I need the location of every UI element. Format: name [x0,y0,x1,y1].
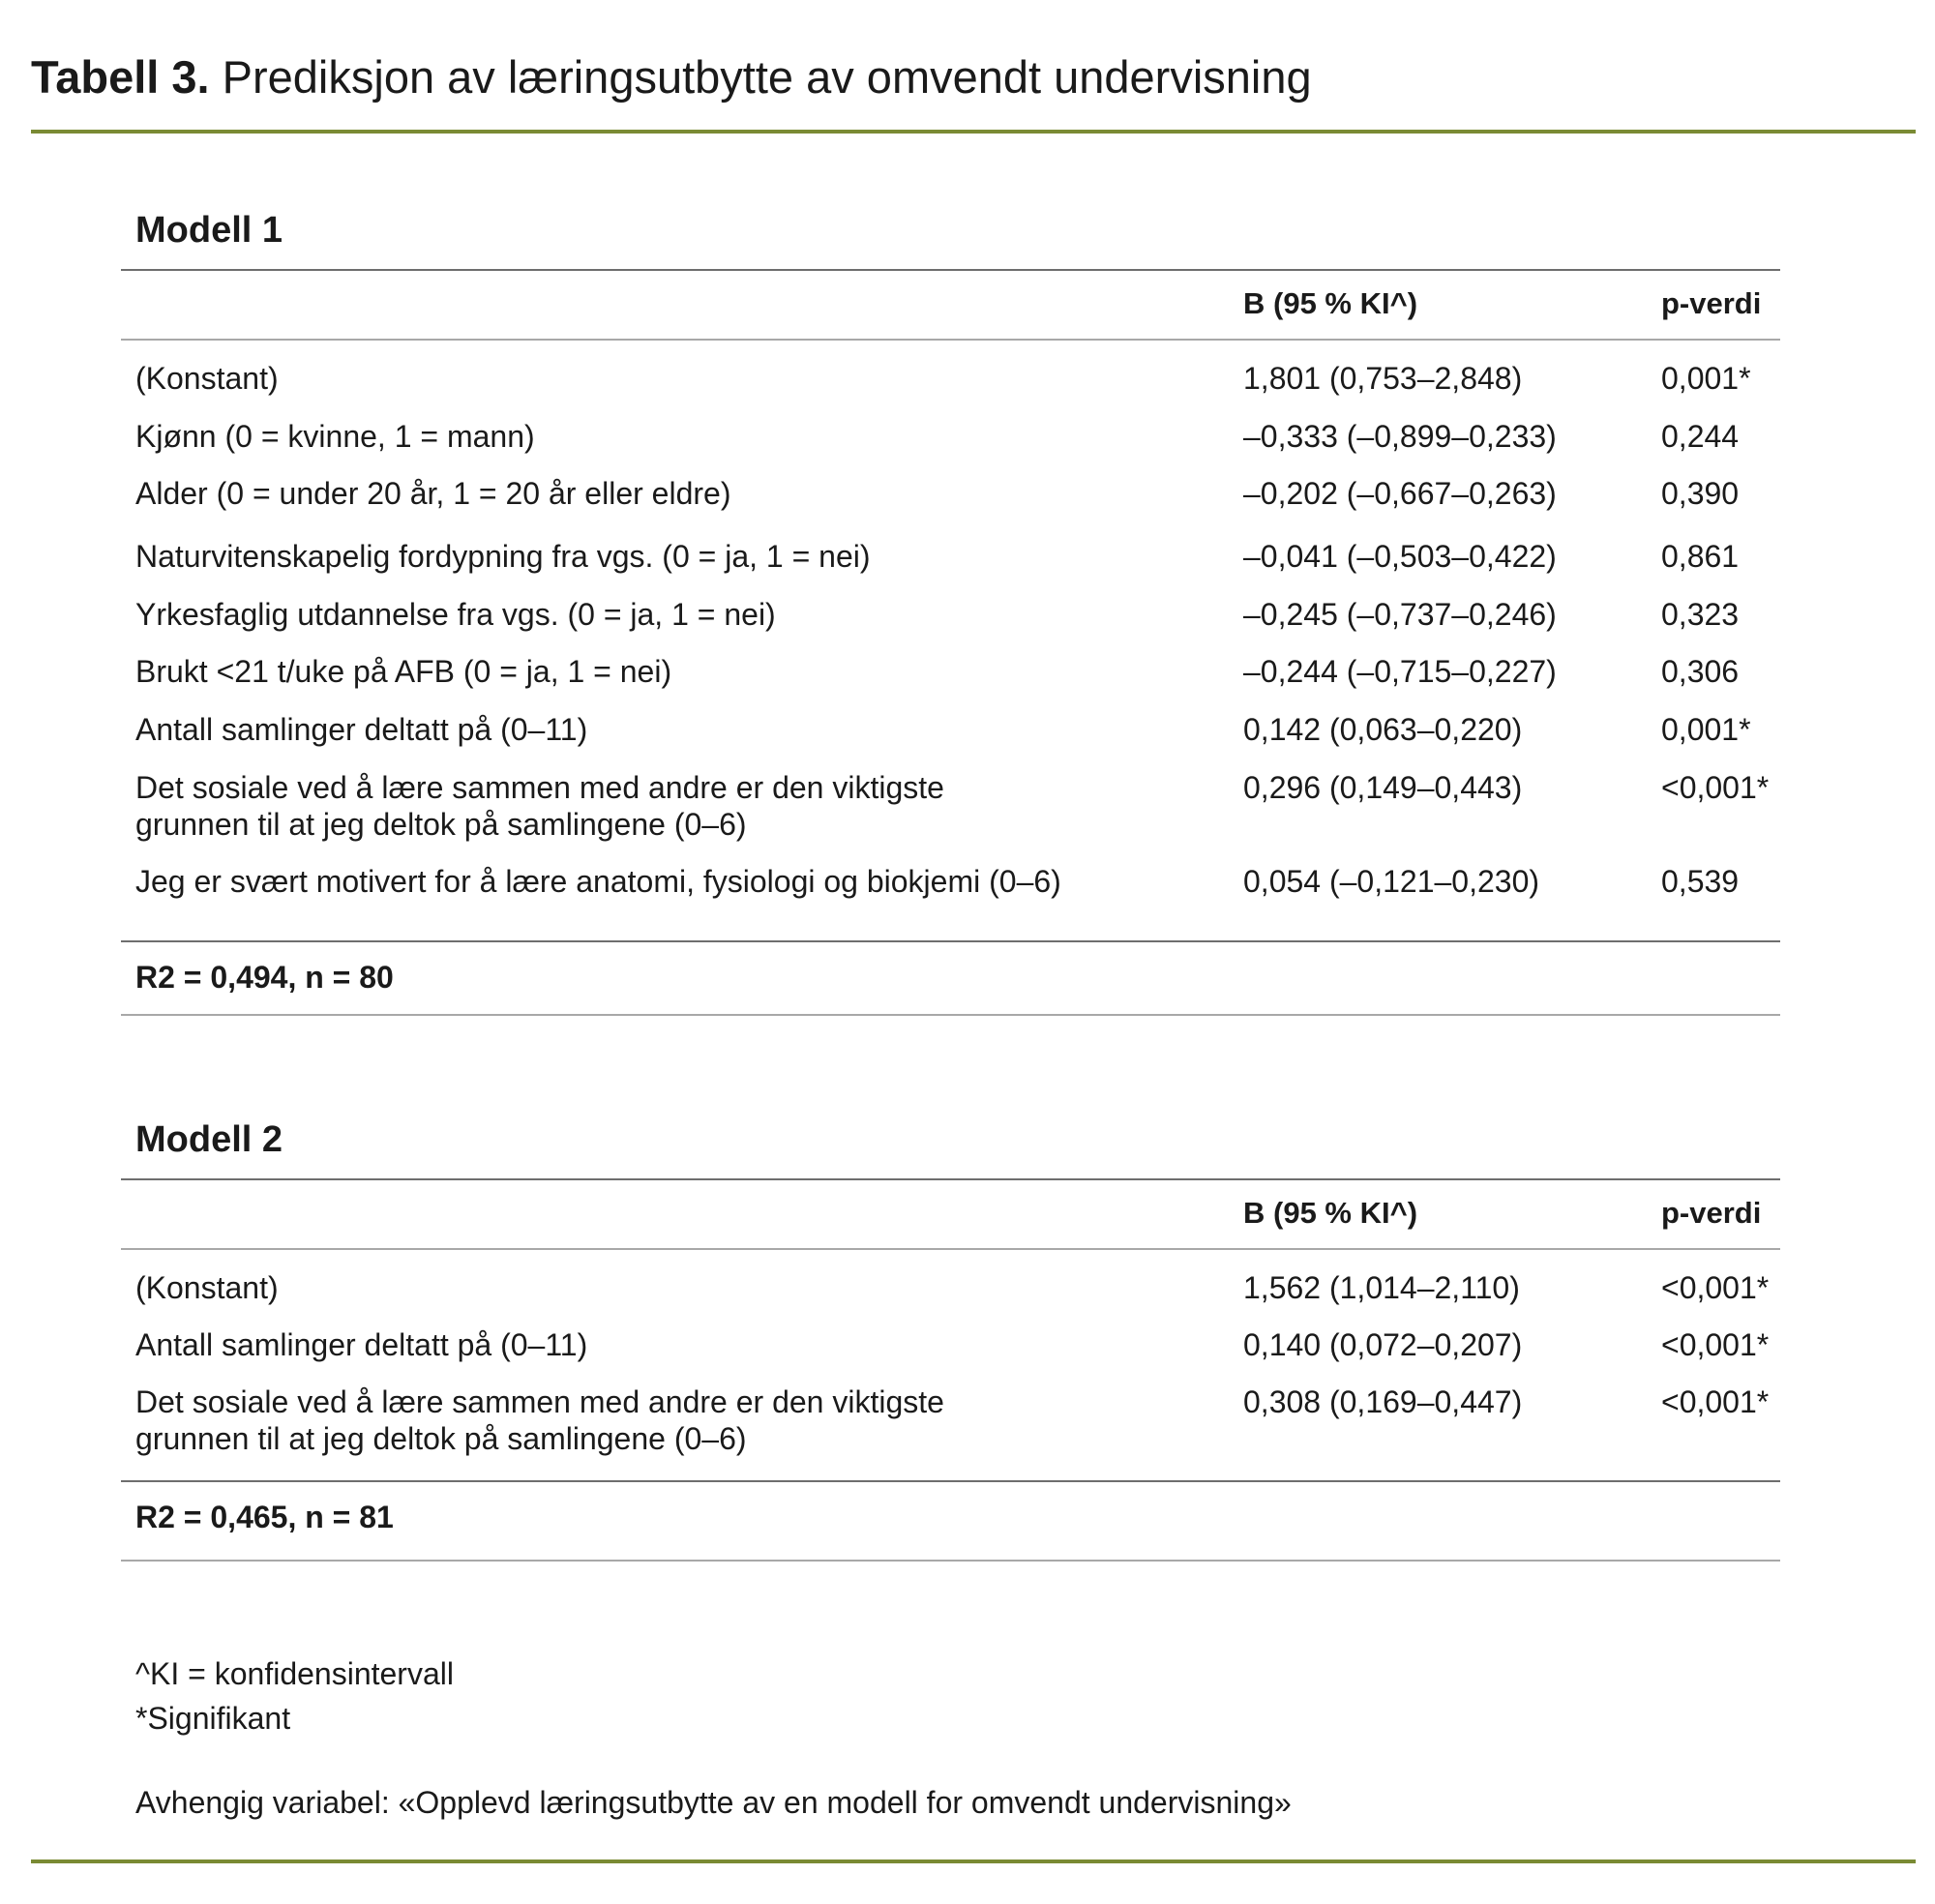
table-row [121,711,1780,769]
column-header-row [121,271,1780,339]
footnote-significant: *Signifikant [135,1701,291,1736]
summary-text: R2 = 0,494, n = 80 [135,960,394,995]
row-p-value: <0,001* [1661,1384,1770,1419]
row-label-line2: grunnen til at jeg deltok på samlingene (0–6) [135,807,747,842]
top-divider [31,130,1916,134]
row-b-value: 1,562 (1,014–2,110) [1243,1270,1520,1305]
table-number: Tabell 3. [31,51,210,103]
row-b-value: 0,296 (0,149–0,443) [1243,770,1523,805]
row-b-value: 0,054 (–0,121–0,230) [1243,864,1540,899]
row-label: (Konstant) [135,1270,279,1305]
row-label: Brukt <21 t/uke på AFB (0 = ja, 1 = nei) [135,654,672,689]
column-header-row [121,1180,1780,1248]
footnote-dependent-variable: Avhengig variabel: «Opplevd læringsutbytte av en modell for omvendt undervisning» [135,1785,1292,1820]
row-label: Alder (0 = under 20 år, 1 = 20 år eller eldre) [135,476,731,511]
row-label: Det sosiale ved å lære sammen med andre er den viktigste [135,1384,944,1419]
model-2-heading: Modell 2 [135,1119,283,1160]
row-label: Det sosiale ved å lære sammen med andre er den viktigste [135,770,944,805]
model-2-summary [121,1482,1780,1560]
row-p-value: 0,861 [1661,539,1740,574]
row-p-value: 0,001* [1661,712,1751,747]
summary-text: R2 = 0,465, n = 81 [135,1500,394,1534]
summary-bottom-rule [121,1560,1780,1562]
table-row [121,475,1780,538]
footnote-ki: ^KI = konfidensintervall [135,1656,454,1691]
row-p-value: 0,306 [1661,654,1740,689]
row-label: Antall samlinger deltatt på (0–11) [135,712,588,747]
model-1-heading: Modell 1 [135,210,283,251]
table-title [31,48,1312,106]
table-row [121,769,1780,863]
header-bottom-rule [121,339,1780,341]
row-p-value: 0,323 [1661,597,1740,632]
row-label: Antall samlinger deltatt på (0–11) [135,1327,588,1362]
row-label: (Konstant) [135,361,279,396]
row-p-value: <0,001* [1661,770,1770,805]
summary-bottom-rule [121,1014,1780,1016]
row-p-value: 0,244 [1661,419,1740,454]
column-header-b: B (95 % KI^) [1243,286,1418,320]
row-b-value: 0,142 (0,063–0,220) [1243,712,1523,747]
row-label-line2: grunnen til at jeg deltok på samlingene (0–6) [135,1421,747,1456]
row-b-value: –0,041 (–0,503–0,422) [1243,539,1557,574]
column-header-b: B (95 % KI^) [1243,1196,1418,1230]
table-row [121,360,1780,418]
column-header-p: p-verdi [1661,1196,1762,1230]
row-label: Yrkesfaglig utdannelse fra vgs. (0 = ja, 1 = nei) [135,597,776,632]
row-b-value: 0,140 (0,072–0,207) [1243,1327,1523,1362]
model-1-summary [121,942,1780,1014]
row-b-value: –0,245 (–0,737–0,246) [1243,597,1557,632]
model-2-table [121,1115,1780,1562]
row-p-value: <0,001* [1661,1327,1770,1362]
row-p-value: 0,001* [1661,361,1751,396]
table-row [121,1269,1780,1326]
row-p-value: 0,390 [1661,476,1740,511]
row-b-value: 1,801 (0,753–2,848) [1243,361,1523,396]
table-caption: Prediksjon av læringsutbytte av omvendt undervisning [222,51,1312,103]
row-b-value: 0,308 (0,169–0,447) [1243,1384,1523,1419]
table-row [121,418,1780,475]
model-1-table [121,205,1780,1016]
table-row [121,863,1780,940]
row-b-value: –0,202 (–0,667–0,263) [1243,476,1557,511]
table-row [121,1326,1780,1383]
row-label: Jeg er svært motivert for å lære anatomi, fysiologi og biokjemi (0–6) [135,864,1061,899]
row-label: Kjønn (0 = kvinne, 1 = mann) [135,419,535,454]
table-row [121,596,1780,653]
row-p-value: 0,539 [1661,864,1740,899]
table-row [121,653,1780,711]
table-row [121,538,1780,596]
bottom-divider [31,1859,1916,1863]
table-row [121,1383,1780,1480]
row-b-value: –0,244 (–0,715–0,227) [1243,654,1557,689]
row-p-value: <0,001* [1661,1270,1770,1305]
header-bottom-rule [121,1248,1780,1250]
column-header-p: p-verdi [1661,286,1762,320]
row-label: Naturvitenskapelig fordypning fra vgs. (0 = ja, 1 = nei) [135,539,871,574]
row-b-value: –0,333 (–0,899–0,233) [1243,419,1557,454]
